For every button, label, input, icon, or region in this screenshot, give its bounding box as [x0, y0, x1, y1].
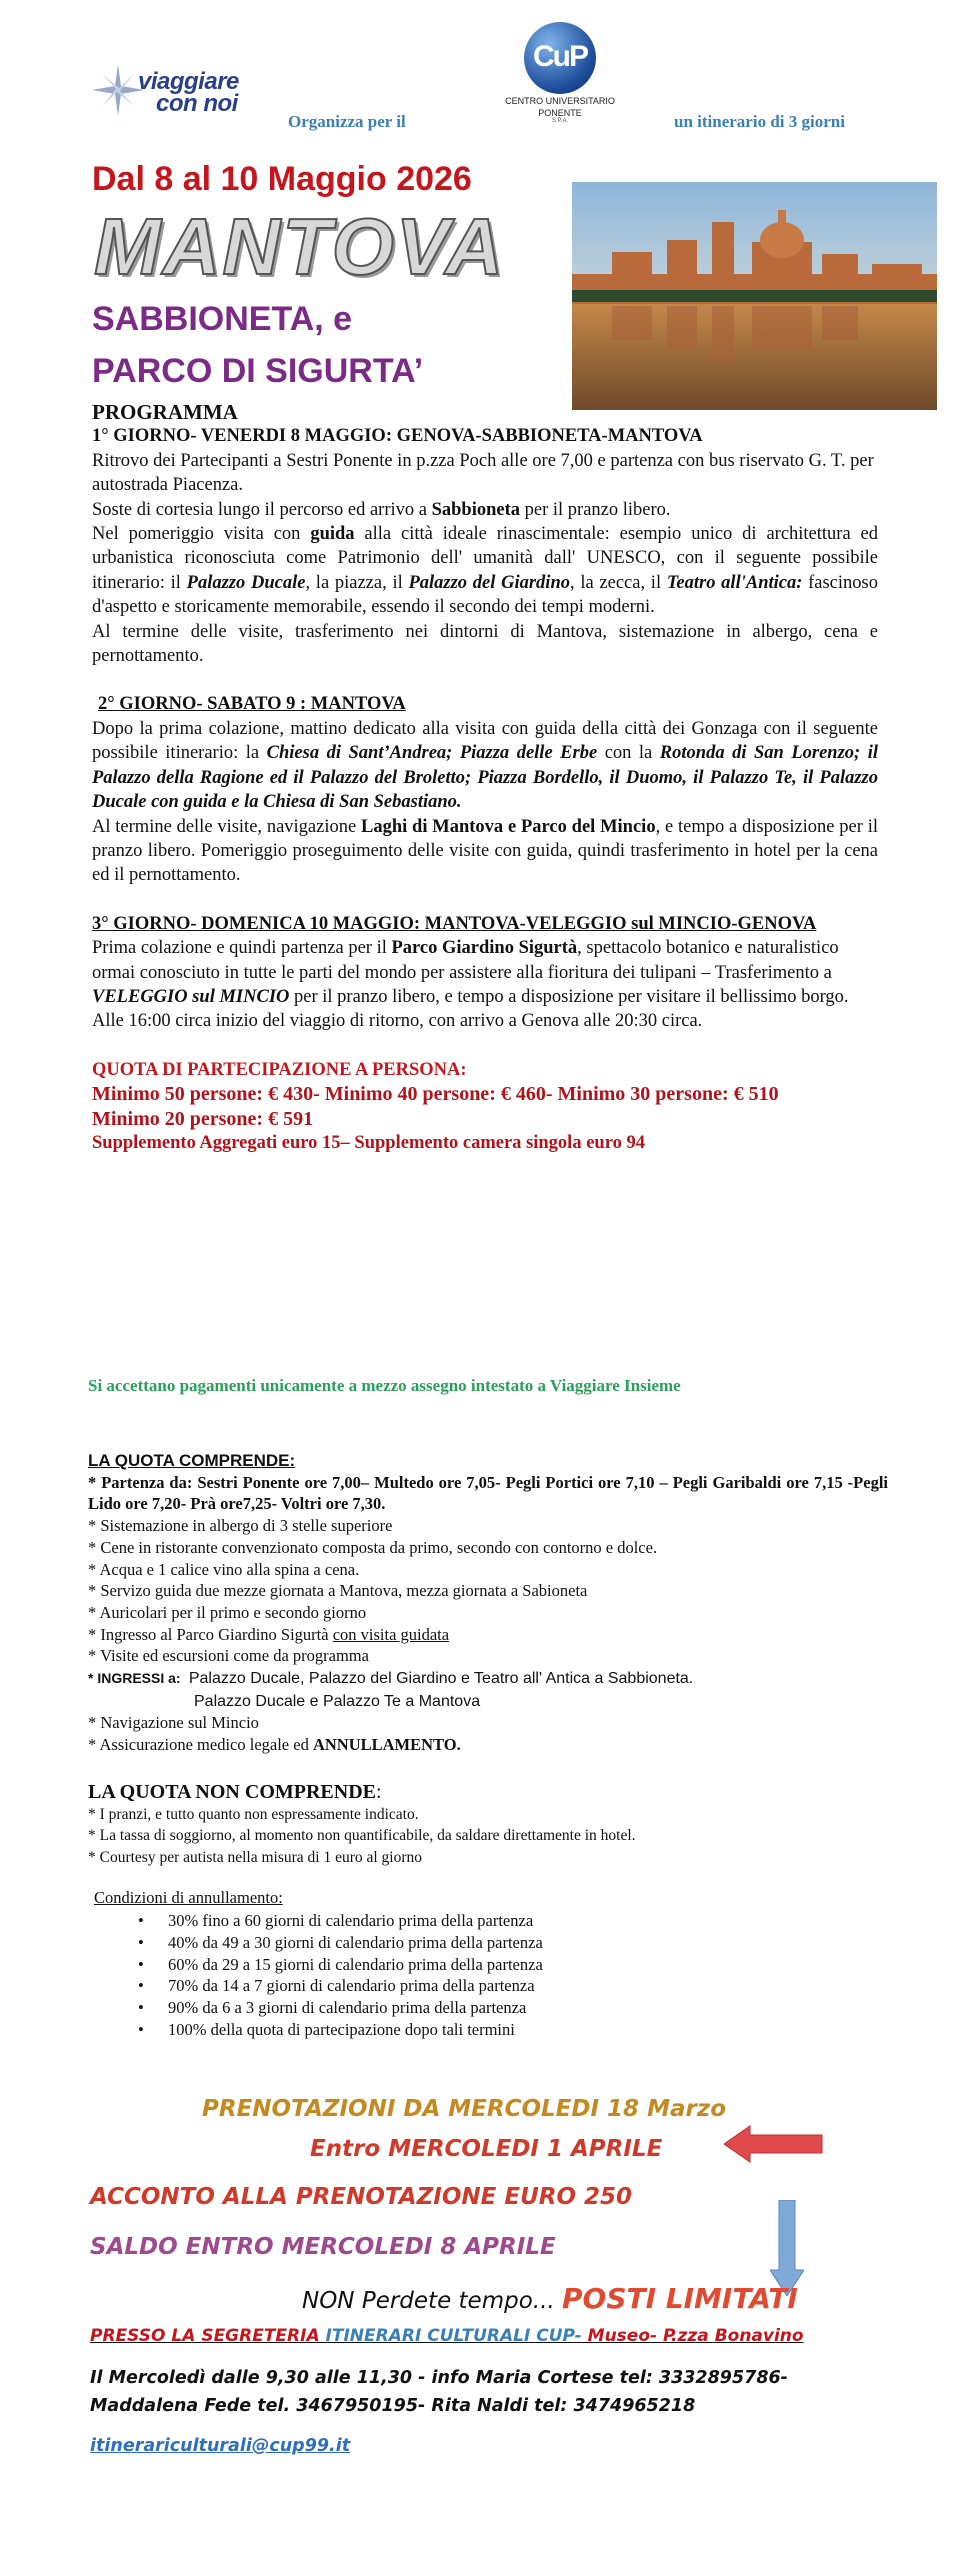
subtitle-sabbioneta: SABBIONETA, e	[92, 300, 353, 338]
list-item: • 100% della quota di partecipazione dopo tali termini	[122, 2019, 888, 2041]
includes-item: * Sistemazione in albergo di 3 stelle superiore	[88, 1516, 393, 1536]
excludes-item: * La tassa di soggiorno, al momento non quantificabile, da saldare direttamente in hotel.	[88, 1827, 636, 1845]
program-section	[92, 400, 878, 1155]
non-perdete-text: NON Perdete tempo...	[302, 2288, 555, 2314]
mantova-photo	[572, 182, 937, 410]
day3-paragraph2: Alle 16:00 circa inizio del viaggio di ritorno, con arrivo a Genova alle 20:30 circa.	[92, 1011, 703, 1032]
includes-item: * Auricolari per il primo e secondo giorno	[88, 1602, 367, 1622]
quota-line2: Minimo 20 persone: € 591	[92, 1107, 314, 1130]
booking-office: PRESSO LA SEGRETERIA ITINERARI CULTURALI CUP- Museo- P.zza Bonavino	[90, 2326, 804, 2346]
includes-item: * Cene in ristorante convenzionato composta da primo, secondo con contorno e dolce.	[88, 1537, 658, 1557]
cancellation-list	[88, 1910, 888, 2040]
program-title: PROGRAMMA	[92, 400, 238, 424]
cup-globe-icon: CuP	[524, 22, 596, 94]
quota-line3: Supplemento Aggregati euro 15– Supplemento camera singola euro 94	[92, 1132, 645, 1153]
limited-places-line	[302, 2282, 798, 2315]
cancellation-title: Condizioni di annullamento:	[94, 1887, 283, 1907]
includes-section	[88, 1450, 888, 2041]
day2-heading: 2° GIORNO- SABATO 9 : MANTOVA	[98, 694, 406, 715]
booking-deadline: Entro MERCOLEDI 1 APRILE	[310, 2136, 663, 2162]
logo-text-line1: viaggiare	[138, 68, 239, 95]
includes-insurance: * Assicurazione medico legale ed ANNULLAMENTO.	[88, 1735, 461, 1755]
includes-ingressi: * INGRESSI a: Palazzo Ducale, Palazzo del Giardino e Teatro all' Antica a Sabbioneta.	[88, 1670, 694, 1688]
list-item: • 90% da 6 a 3 giorni di calendario prima della partenza	[122, 1997, 888, 2019]
trip-dates: Dal 8 al 10 Maggio 2026	[92, 160, 472, 198]
list-item: • 70% da 14 a 7 giorni di calendario prima della partenza	[122, 1975, 888, 1997]
day1-paragraph4: Al termine delle visite, trasferimento nei dintorni di Mantova, sistemazione in albergo, cena e pernottamento.	[92, 621, 878, 667]
excludes-item: * I pranzi, e tutto quanto non espressamente indicato.	[88, 1805, 419, 1823]
list-item: • 30% fino a 60 giorni di calendario prima della partenza	[122, 1910, 888, 1932]
itinerary-duration: un itinerario di 3 giorni	[674, 112, 845, 131]
posti-limitati-text: POSTI LIMITATI	[562, 2282, 798, 2315]
day1-heading: 1° GIORNO- VENERDI 8 MAGGIO: GENOVA-SABBIONETA-MANTOVA	[92, 426, 703, 447]
organizer-text: Organizza per il	[288, 112, 406, 131]
excludes-item: * Courtesy per autista nella misura di 1 euro al giorno	[88, 1848, 423, 1866]
includes-title: LA QUOTA COMPRENDE:	[88, 1451, 296, 1470]
day2-paragraph2: Al termine delle visite, navigazione Laghi di Mantova e Parco del Mincio, e tempo a disposizione per il pranzo libero. Pomeriggio proseguimento delle visite con guida, quindi trasferimento in hotel per la cena ed il pernottamento.	[92, 816, 878, 886]
cup-spa: S.P.A.	[551, 118, 569, 124]
deposit-text: ACCONTO ALLA PRENOTAZIONE EURO 250	[90, 2184, 633, 2210]
list-item: • 40% da 49 a 30 giorni di calendario prima della partenza	[122, 1932, 888, 1954]
day2-paragraph1: Dopo la prima colazione, mattino dedicato alla visita con guida della città dei Gonzaga con il seguente possibile itinerario: la Chiesa di Sant’Andrea; Piazza delle Erbe con la Rotonda di San Lorenzo; il Palazzo della Ragione ed il Palazzo del Broletto; Piazza Bordello, il Duomo, il Palazzo Te, il Palazzo Ducale con guida e la Chiesa di San Sebastiano.	[92, 718, 878, 813]
logo-text-line2: con noi	[156, 90, 238, 117]
excludes-title: LA QUOTA NON COMPRENDE:	[88, 1780, 382, 1803]
cup-name-line2: PONENTE	[538, 108, 582, 118]
contact-info-1: Il Mercoledì dalle 9,30 alle 11,30 - info Maria Cortese tel: 3332895786-	[90, 2368, 788, 2388]
cup-logo	[490, 22, 630, 122]
booking-opening: PRENOTAZIONI DA MERCOLEDI 18 Marzo	[202, 2096, 727, 2122]
cup-name-line1: CENTRO UNIVERSITARIO	[505, 96, 615, 106]
viaggiare-con-noi-logo	[90, 62, 290, 126]
contact-info-2: Maddalena Fede tel. 3467950195- Rita Naldi tel: 3474965218	[90, 2396, 696, 2416]
day3-heading: 3° GIORNO- DOMENICA 10 MAGGIO: MANTOVA-VELEGGIO sul MINCIO-GENOVA	[92, 913, 817, 934]
day1-paragraph2: Soste di cortesia lungo il percorso ed arrivo a Sabbioneta per il pranzo libero.	[92, 499, 671, 520]
quota-line1: Minimo 50 persone: € 430- Minimo 40 persone: € 460- Minimo 30 persone: € 510	[92, 1083, 779, 1106]
includes-ingressi-2: Palazzo Ducale e Palazzo Te a Mantova	[194, 1692, 481, 1710]
includes-item: * Acqua e 1 calice vino alla spina a cena.	[88, 1559, 360, 1579]
includes-visits: * Visite ed escursioni come da programma	[88, 1646, 369, 1666]
payment-note: Si accettano pagamenti unicamente a mezzo assegno intestato a Viaggiare Insieme	[88, 1376, 681, 1395]
contact-email-link[interactable]: itinerariculturali@cup99.it	[90, 2436, 351, 2456]
includes-item: * Servizo guida due mezze giornata a Mantova, mezza giornata a Sabioneta	[88, 1581, 588, 1601]
balance-text: SALDO ENTRO MERCOLEDI 8 APRILE	[90, 2234, 556, 2260]
left-arrow-icon	[724, 2124, 824, 2164]
list-item: • 60% da 29 a 15 giorni di calendario prima della partenza	[122, 1954, 888, 1976]
day1-paragraph1: Ritrovo dei Partecipanti a Sestri Ponente in p.zza Poch alle ore 7,00 e partenza con bus riservato G. T. per autostrada Piacenza.	[92, 450, 874, 496]
mantova-skyline-image	[572, 182, 937, 410]
subtitle-parco: PARCO DI SIGURTA’	[92, 352, 424, 390]
quota-title: QUOTA DI PARTECIPAZIONE A PERSONA:	[92, 1059, 467, 1080]
includes-nav: * Navigazione sul Mincio	[88, 1713, 259, 1733]
day3-paragraph1: Prima colazione e quindi partenza per il Parco Giardino Sigurtà, spettacolo botanico e naturalistico ormai conosciuto in tutte le parti del mondo per assistere alla fioritura dei tulipani – Trasferimento a VELEGGIO sul MINCIO per il pranzo libero, e tempo a disposizione per visitare il bellissimo borgo.	[92, 938, 849, 1007]
day1-paragraph3: Nel pomeriggio visita con guida alla città ideale rinascimentale: esempio unico di architettura ed urbanistica riconosciuta come Patrimonio dell' umanità dall' UNESCO, con il seguente possibile itinerario: il Palazzo Ducale, la piazza, il Palazzo del Giardino, la zecca, il Teatro all'Antica: fascinoso d'aspetto e storicamente memorabile, essendo il secondo dei tempi moderni.	[92, 524, 879, 618]
includes-departure: * Partenza da: Sestri Ponente ore 7,00– Multedo ore 7,05- Pegli Portici ore 7,10 – Pegli Garibaldi ore 7,15 -Pegli Lido ore 7,20- Prà ore7,25- Voltri ore 7,30.	[88, 1472, 888, 1514]
city-title: MANTOVA	[94, 202, 506, 291]
includes-park: * Ingresso al Parco Giardino Sigurtà con visita guidata	[88, 1624, 450, 1644]
